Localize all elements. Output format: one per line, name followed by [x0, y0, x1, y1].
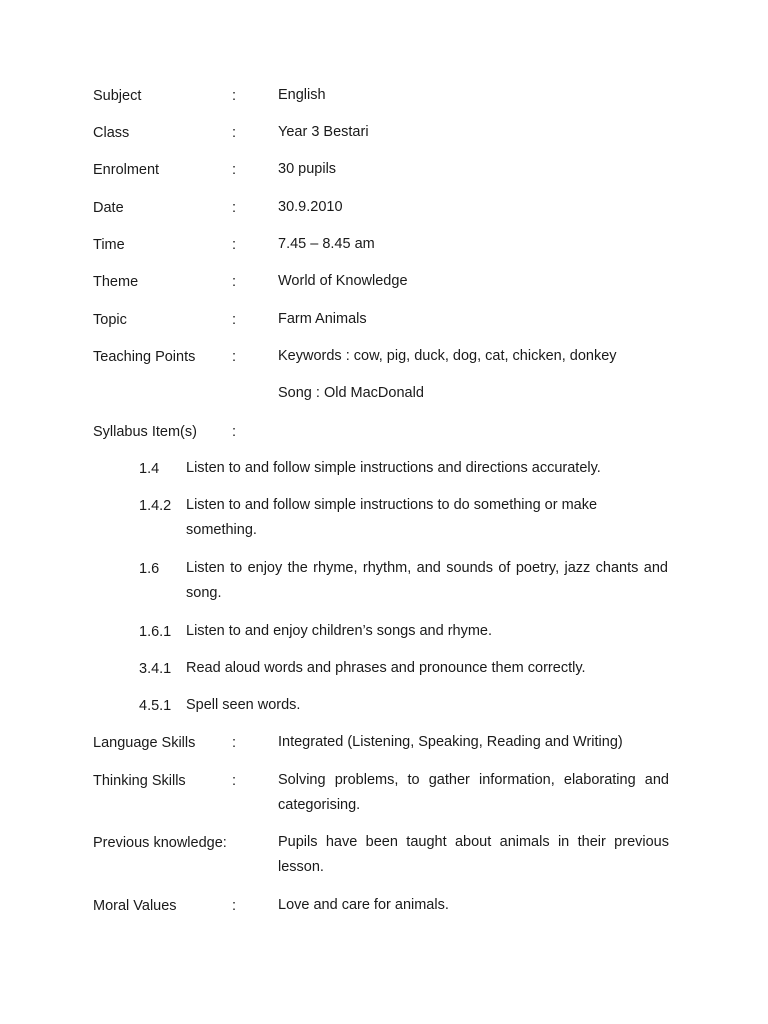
thinking-skills-label: Thinking Skills	[93, 773, 186, 789]
date-value: 30.9.2010	[278, 199, 343, 215]
syllabus-item-text: Listen to and follow simple instructions and directions accurately.	[186, 460, 601, 476]
topic-value: Farm Animals	[278, 311, 367, 327]
moral-values-value: Love and care for animals.	[278, 897, 449, 913]
theme-value: World of Knowledge	[278, 273, 408, 289]
enrolment-label: Enrolment	[93, 162, 160, 178]
language-skills-label: Language Skills	[93, 735, 196, 751]
syllabus-item-text: Listen to enjoy the rhyme, rhythm, and sounds of poetry, jazz chants and song.	[186, 560, 668, 601]
theme-colon: :	[232, 274, 237, 290]
class-colon: :	[232, 125, 237, 141]
class-label: Class	[93, 125, 130, 141]
syllabus-item-text: Read aloud words and phrases and pronounce them correctly.	[186, 660, 586, 676]
syllabus-item-number: 1.6	[139, 561, 160, 577]
enrolment-colon: :	[232, 162, 237, 178]
teaching-points-song: Song : Old MacDonald	[278, 385, 424, 401]
subject-colon: :	[232, 88, 237, 104]
language-skills-value: Integrated (Listening, Speaking, Reading and Writing)	[278, 734, 623, 750]
syllabus-item-number: 3.4.1	[139, 661, 172, 677]
syllabus-item-number: 4.5.1	[139, 698, 172, 714]
syllabus-item-text: Listen to and follow simple instructions to do something or make something.	[186, 497, 598, 538]
teaching-points-colon: :	[232, 349, 237, 365]
time-colon: :	[232, 237, 237, 253]
thinking-skills-value: Solving problems, to gather information, elaborating and categorising.	[278, 772, 669, 813]
subject-label: Subject	[93, 88, 142, 104]
date-colon: :	[232, 200, 237, 216]
syllabus-item-text: Spell seen words.	[186, 697, 301, 713]
moral-values-label: Moral Values	[93, 898, 177, 914]
previous-knowledge-label: Previous knowledge:	[93, 835, 227, 851]
syllabus-item-number: 1.4	[139, 461, 160, 477]
time-value: 7.45 – 8.45 am	[278, 236, 375, 252]
topic-label: Topic	[93, 312, 127, 328]
moral-values-colon: :	[232, 898, 237, 914]
topic-colon: :	[232, 312, 237, 328]
previous-knowledge-value: Pupils have been taught about animals in their previous lesson.	[278, 834, 669, 875]
date-label: Date	[93, 200, 124, 216]
syllabus-item-text: Listen to and enjoy children’s songs and rhyme.	[186, 623, 493, 639]
enrolment-value: 30 pupils	[278, 161, 337, 177]
time-label: Time	[93, 237, 125, 253]
syllabus-label: Syllabus Item(s)	[93, 424, 197, 440]
thinking-skills-colon: :	[232, 773, 237, 789]
syllabus-item-number: 1.4.2	[139, 498, 172, 514]
teaching-points-label: Teaching Points	[93, 349, 196, 365]
syllabus-colon: :	[232, 424, 237, 440]
class-value: Year 3 Bestari	[278, 124, 369, 140]
subject-value: English	[278, 87, 326, 103]
teaching-points-keywords: Keywords : cow, pig, duck, dog, cat, chicken, donkey	[278, 348, 617, 364]
syllabus-item-number: 1.6.1	[139, 624, 172, 640]
theme-label: Theme	[93, 274, 139, 290]
language-skills-colon: :	[232, 735, 237, 751]
